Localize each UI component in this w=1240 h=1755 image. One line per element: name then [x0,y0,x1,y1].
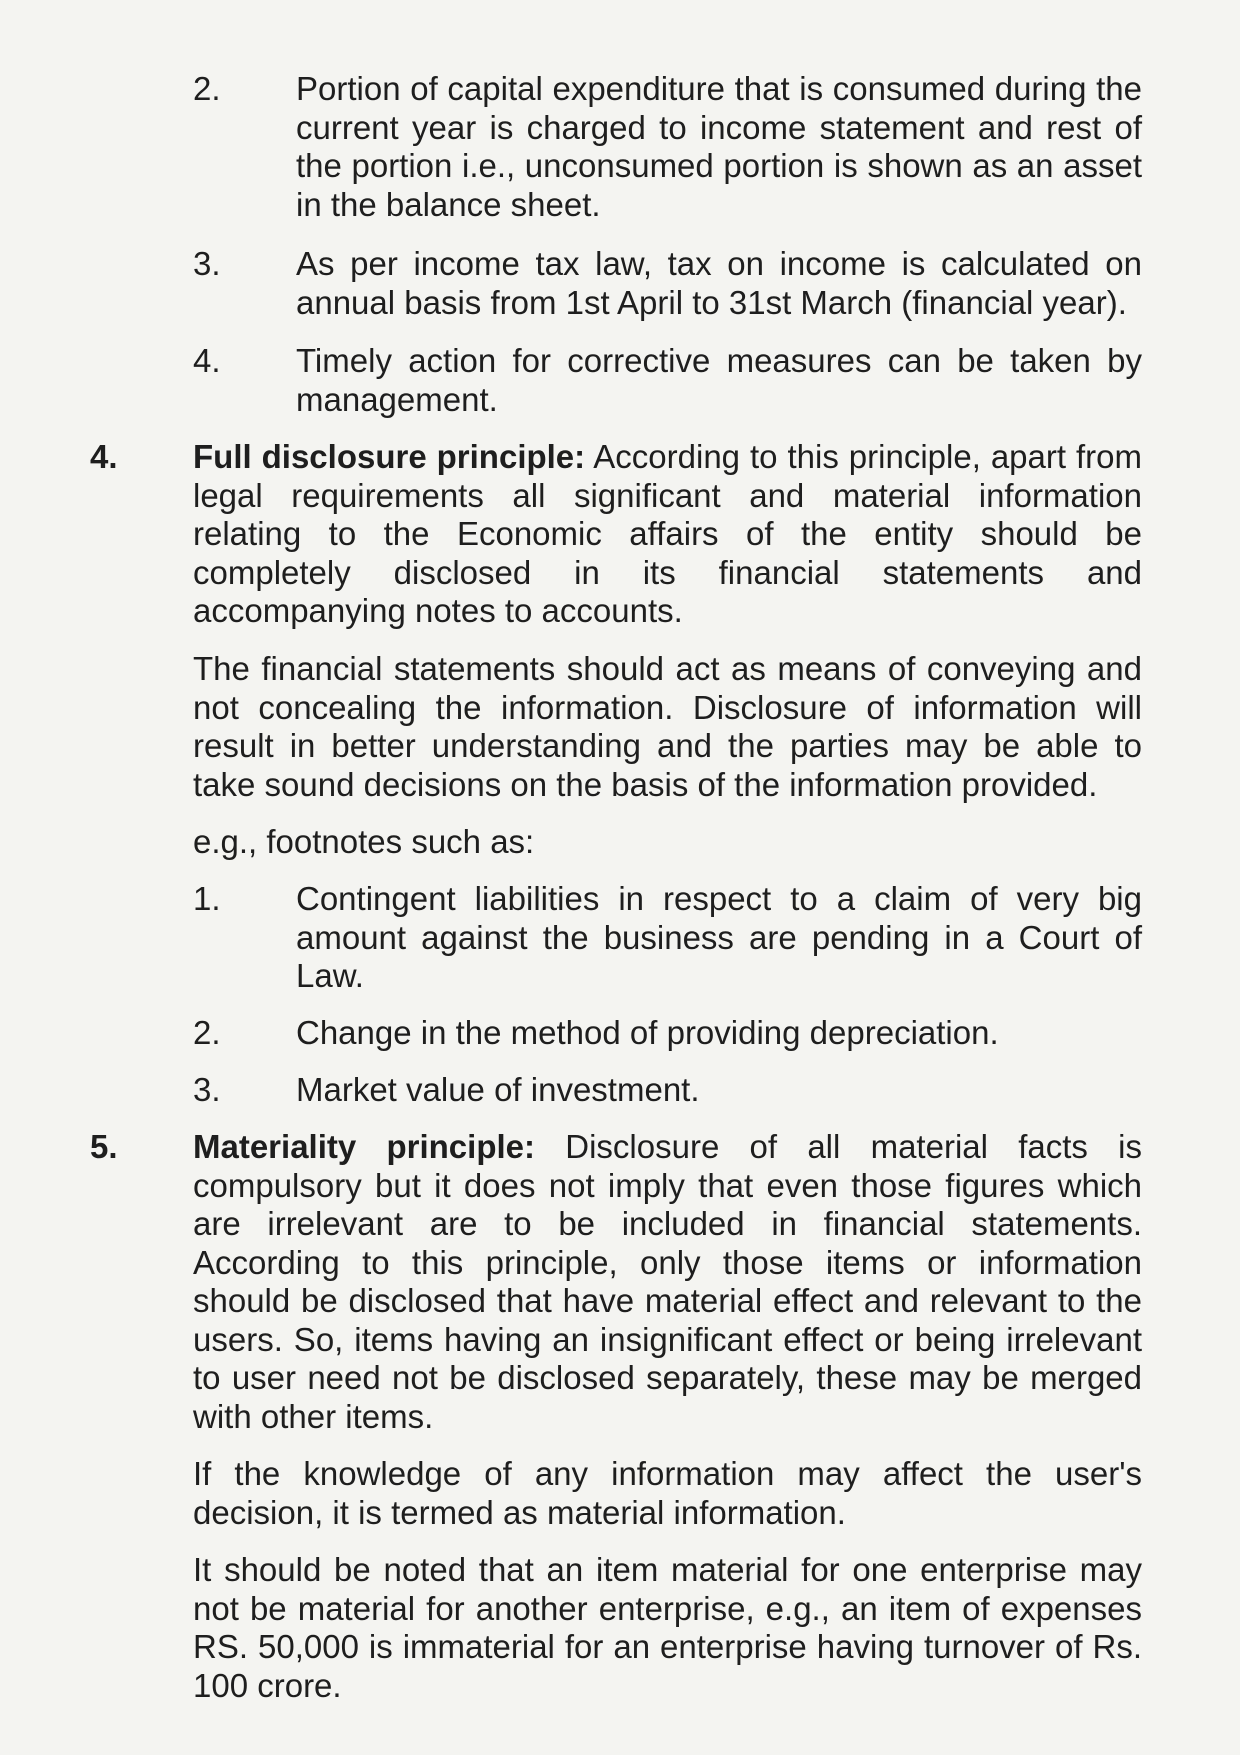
list-item-number: 4. [193,342,221,379]
section-text: According to this principle, apart from legal requirements all significant and material information relating to the Economic affairs of the entity should be completely disclosed in its financial statements and accompanying notes to accounts. [193,438,1142,629]
footnote-number: 3. [193,1071,221,1108]
footnote-text: Market value of investment. [296,1071,700,1108]
footnote-text: Contingent liabilities in respect to a claim of very big amount against the business are pending in a Court of Law. [296,880,1142,994]
footnote-number: 2. [193,1014,221,1051]
section-number: 5. [90,1128,118,1165]
list-item-text: Portion of capital expenditure that is consumed during the current year is charged to income statement and rest of the portion i.e., unconsumed portion is shown as an asset in the balance sheet. [296,70,1142,223]
paragraph: If the knowledge of any information may affect the user's decision, it is termed as material information. [193,1455,1142,1531]
footnote-number: 1. [193,880,221,917]
list-item-number: 2. [193,70,221,107]
section-paragraph [193,1128,1142,1436]
example-intro: e.g., footnotes such as: [193,823,535,860]
paragraph: The financial statements should act as means of conveying and not concealing the information. Disclosure of information will result in better understanding and the parties may be able to take sound decisions on the basis of the information provided. [193,650,1142,803]
section-number: 4. [90,438,118,475]
paragraph: It should be noted that an item material for one enterprise may not be material for another enterprise, e.g., an item of expenses RS. 50,000 is immaterial for an enterprise having turnover of Rs. 100 crore. [193,1551,1142,1704]
list-item-text: Timely action for corrective measures can be taken by management. [296,342,1142,418]
list-item-number: 3. [193,245,221,282]
list-item-text: As per income tax law, tax on income is calculated on annual basis from 1st April to 31st March (financial year). [296,245,1142,321]
section-heading: Materiality principle: [193,1128,535,1165]
section-text: Disclosure of all material facts is compulsory but it does not imply that even those figures which are irrelevant are to be included in financial statements. According to this principle, only those items or information should be disclosed that have material effect and relevant to the users. So, items having an insignificant effect or being irrelevant to user need not be disclosed separately, these may be merged with other items. [193,1128,1142,1435]
section-heading: Full disclosure principle: [193,438,586,475]
footnote-text: Change in the method of providing depreciation. [296,1014,999,1051]
section-paragraph [193,438,1142,631]
